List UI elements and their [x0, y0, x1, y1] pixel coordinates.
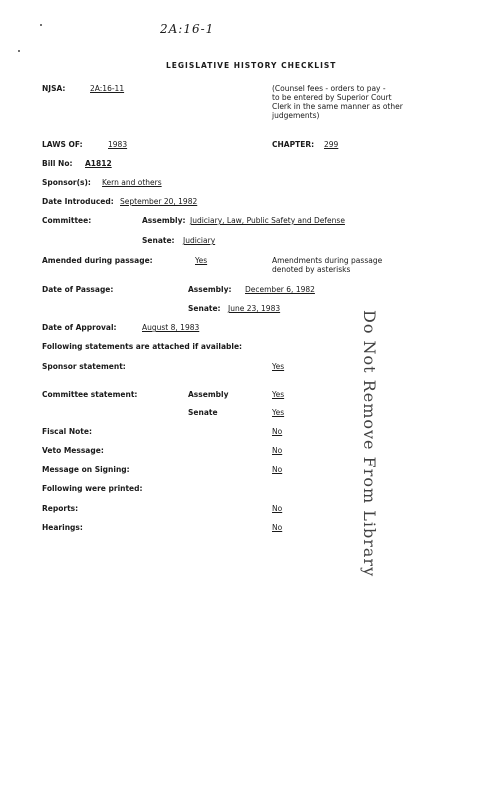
passage-assembly-label: Assembly: [188, 285, 232, 294]
committee-senate-value: Judiciary [183, 236, 216, 245]
amended-value: Yes [195, 256, 208, 265]
hearings-value: No [272, 523, 283, 532]
reports-label: Reports: [42, 504, 79, 513]
passage-assembly-value: December 6, 1982 [245, 285, 315, 294]
laws-of-value: 1983 [108, 140, 128, 149]
fiscal-note-value: No [272, 427, 283, 436]
committee-assembly-value: Judiciary, Law, Public Safety and Defense [190, 216, 345, 225]
passage-senate-label: Senate: [188, 304, 221, 313]
date-of-approval-value: August 8, 1983 [142, 323, 200, 332]
laws-of-label: LAWS OF: [42, 140, 83, 149]
message-on-signing-value: No [272, 465, 283, 474]
hearings-label: Hearings: [42, 523, 83, 532]
njsa-note-line: judgements) [272, 111, 320, 120]
njsa-label: NJSA: [42, 84, 66, 93]
njsa-note-line: Clerk in the same manner as other [272, 102, 403, 111]
bill-no-label: Bill No: [42, 159, 73, 168]
committee-statement-label: Committee statement: [42, 390, 138, 399]
bill-no-value: A1812 [85, 159, 112, 168]
veto-message-value: No [272, 446, 283, 455]
veto-message-label: Veto Message: [42, 446, 104, 455]
following-attached-heading: Following statements are attached if available: [42, 342, 243, 351]
njsa-note-line: to be entered by Superior Court [272, 93, 392, 102]
sponsor-statement-value: Yes [272, 362, 285, 371]
chapter-label: CHAPTER: [272, 140, 315, 149]
date-of-approval-label: Date of Approval: [42, 323, 117, 332]
message-on-signing-label: Message on Signing: [42, 465, 130, 474]
chapter-value: 299 [324, 140, 339, 149]
committee-label: Committee: [42, 216, 92, 225]
committee-statement-assembly-value: Yes [272, 390, 285, 399]
amended-note-line: Amendments during passage [272, 256, 383, 265]
page-title: LEGISLATIVE HISTORY CHECKLIST [166, 61, 337, 70]
committee-statement-assembly-label: Assembly [188, 390, 229, 399]
njsa-note-line: (Counsel fees - orders to pay - [272, 84, 386, 93]
committee-assembly-label: Assembly: [142, 216, 186, 225]
amended-note-line: denoted by asterisks [272, 265, 351, 274]
sponsors-value: Kern and others [102, 178, 162, 187]
amended-label: Amended during passage: [42, 256, 153, 265]
committee-statement-senate-value: Yes [272, 408, 285, 417]
library-stamp: Do Not Remove From Library [360, 310, 379, 578]
stray-mark [18, 50, 20, 52]
stray-mark [40, 24, 42, 26]
fiscal-note-label: Fiscal Note: [42, 427, 92, 436]
date-introduced-value: September 20, 1982 [120, 197, 198, 206]
committee-senate-label: Senate: [142, 236, 175, 245]
committee-statement-senate-label: Senate [188, 408, 218, 417]
reports-value: No [272, 504, 283, 513]
date-of-passage-label: Date of Passage: [42, 285, 114, 294]
following-printed-heading: Following were printed: [42, 484, 143, 493]
sponsors-label: Sponsor(s): [42, 178, 91, 187]
sponsor-statement-label: Sponsor statement: [42, 362, 126, 371]
date-introduced-label: Date Introduced: [42, 197, 114, 206]
passage-senate-value: June 23, 1983 [228, 304, 281, 313]
handwritten-note: 2A:16-1 [160, 22, 215, 36]
njsa-value: 2A:16-11 [90, 84, 125, 93]
